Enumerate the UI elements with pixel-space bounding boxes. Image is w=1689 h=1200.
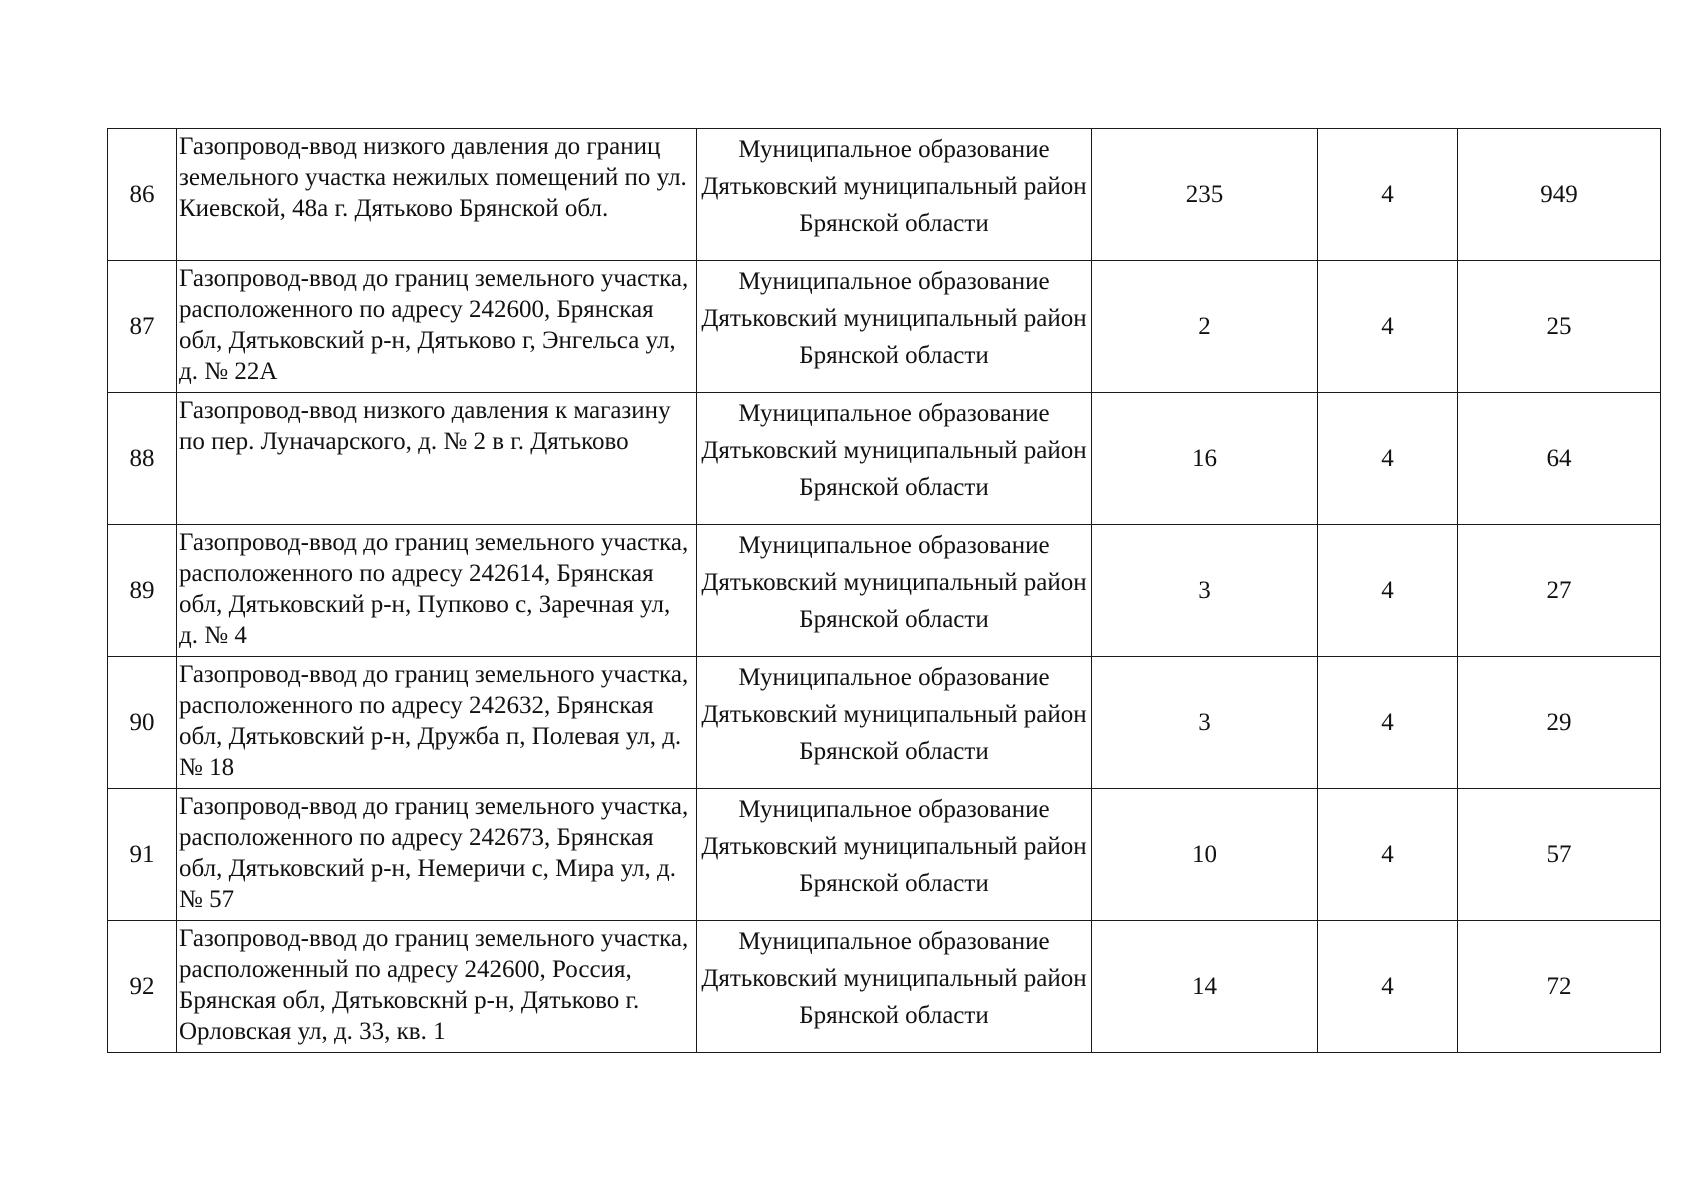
value-b: 4 — [1318, 261, 1458, 393]
owner-name: Муниципальное образование Дятьковский муниципальный район Брянской области — [701, 796, 1087, 897]
table-row — [108, 393, 1661, 525]
value-b: 4 — [1318, 525, 1458, 657]
table-row — [108, 921, 1661, 1053]
object-name: Газопровод-ввод до границ земельного участка, расположенного по адресу 242600, Брянская обл, Дятьковский р-н, Дятьково г, Энгельса ул, д. № 22А — [179, 265, 689, 385]
object-name: Газопровод-ввод низкого давления к магазину по пер. Луначарского, д. № 2 в г. Дятьково — [179, 397, 671, 455]
value-a: 235 — [1092, 129, 1318, 261]
object-name: Газопровод-ввод до границ земельного участка, расположенного по адресу 242632, Брянская обл, Дятьковский р-н, Дружба п, Полевая ул, д. № 18 — [179, 661, 689, 781]
owner-cell — [697, 129, 1092, 261]
row-number: 90 — [108, 657, 177, 789]
value-b: 4 — [1318, 129, 1458, 261]
object-name: Газопровод-ввод до границ земельного участка, расположенный по адресу 242600, Россия, Брянская обл, Дятьковскнй р-н, Дятьково г. Орловская ул, д. 33, кв. 1 — [179, 925, 689, 1045]
value-c: 64 — [1458, 393, 1661, 525]
object-name: Газопровод-ввод до границ земельного участка, расположенного по адресу 242673, Брянская обл, Дятьковский р-н, Немеричи с, Мира ул, д. № 57 — [179, 793, 689, 913]
value-b: 4 — [1318, 789, 1458, 921]
owner-name: Муниципальное образование Дятьковский муниципальный район Брянской области — [701, 664, 1087, 765]
table-row — [108, 129, 1661, 261]
owner-name: Муниципальное образование Дятьковский муниципальный район Брянской области — [701, 532, 1087, 633]
owner-cell — [697, 525, 1092, 657]
owner-name: Муниципальное образование Дятьковский муниципальный район Брянской области — [701, 400, 1087, 501]
object-name-cell — [177, 129, 697, 261]
data-table — [107, 128, 1661, 1053]
table-row — [108, 789, 1661, 921]
owner-cell — [697, 261, 1092, 393]
value-a: 2 — [1092, 261, 1318, 393]
value-a: 16 — [1092, 393, 1318, 525]
table-row — [108, 525, 1661, 657]
row-number: 86 — [108, 129, 177, 261]
owner-cell — [697, 789, 1092, 921]
object-name-cell — [177, 525, 697, 657]
row-number: 92 — [108, 921, 177, 1053]
owner-cell — [697, 921, 1092, 1053]
value-c: 29 — [1458, 657, 1661, 789]
row-number: 89 — [108, 525, 177, 657]
row-number: 91 — [108, 789, 177, 921]
value-b: 4 — [1318, 657, 1458, 789]
value-c: 57 — [1458, 789, 1661, 921]
owner-cell — [697, 657, 1092, 789]
object-name-cell — [177, 393, 697, 525]
object-name: Газопровод-ввод до границ земельного участка, расположенного по адресу 242614, Брянская обл, Дятьковский р-н, Пупково с, Заречная ул, д. № 4 — [179, 529, 689, 649]
value-c: 25 — [1458, 261, 1661, 393]
value-b: 4 — [1318, 921, 1458, 1053]
table-row — [108, 261, 1661, 393]
owner-cell — [697, 393, 1092, 525]
row-number: 87 — [108, 261, 177, 393]
owner-name: Муниципальное образование Дятьковский муниципальный район Брянской области — [701, 268, 1087, 369]
object-name: Газопровод-ввод низкого давления до границ земельного участка нежилых помещений по ул. Киевской, 48а г. Дятьково Брянской обл. — [179, 133, 687, 222]
object-name-cell — [177, 657, 697, 789]
object-name-cell — [177, 261, 697, 393]
value-a: 3 — [1092, 657, 1318, 789]
value-a: 10 — [1092, 789, 1318, 921]
value-c: 72 — [1458, 921, 1661, 1053]
object-name-cell — [177, 921, 697, 1053]
owner-name: Муниципальное образование Дятьковский муниципальный район Брянской области — [701, 136, 1087, 237]
table-row — [108, 657, 1661, 789]
value-a: 3 — [1092, 525, 1318, 657]
value-c: 949 — [1458, 129, 1661, 261]
value-c: 27 — [1458, 525, 1661, 657]
object-name-cell — [177, 789, 697, 921]
value-a: 14 — [1092, 921, 1318, 1053]
value-b: 4 — [1318, 393, 1458, 525]
row-number: 88 — [108, 393, 177, 525]
owner-name: Муниципальное образование Дятьковский муниципальный район Брянской области — [701, 928, 1087, 1029]
